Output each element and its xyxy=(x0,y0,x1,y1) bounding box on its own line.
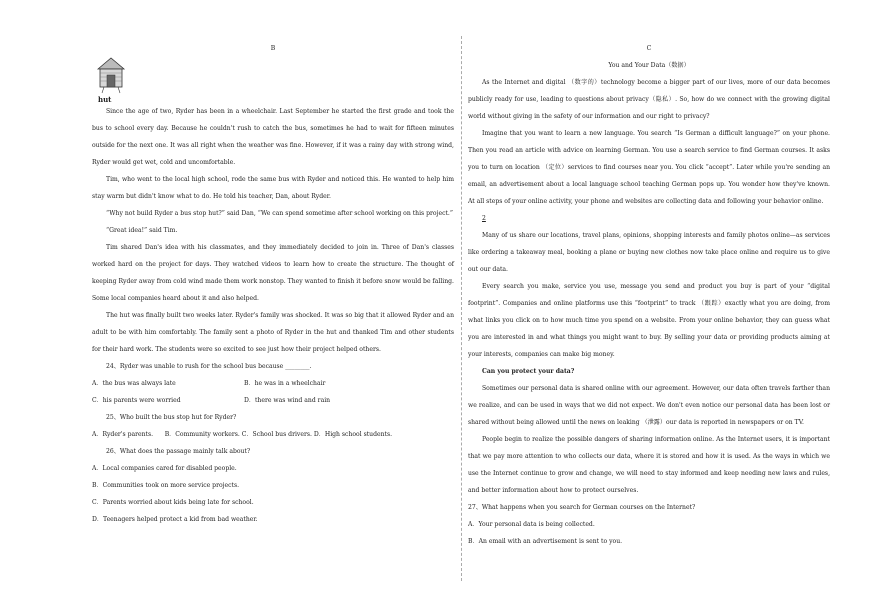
question-27-stem: 27、What happens when you search for German courses on the Internet? xyxy=(468,504,696,511)
left-column xyxy=(92,40,454,528)
paragraph-c1: As the Internet and digital （数字的）technology become a bigger part of our lives, more of our data becomes publicly ready for use, leading to questions about privacy（隐私）. So, how do we connect with the growing digital world without giving in the safety of our information and our right to privacy? xyxy=(468,79,830,120)
subheading-protect-data: Can you protect your data? xyxy=(482,368,575,375)
paragraph-c3: Many of us share our locations, travel plans, opinions, shopping interests and family photos online—as services like ordering a takeaway meal, booking a plane or buying new clothes now take place online and require us to give out our data. xyxy=(468,232,830,273)
section-b-heading: B xyxy=(270,45,276,52)
option-27b: B．An email with an advertisement is sent to you. xyxy=(468,538,623,545)
option-26a: A．Local companies cared for disabled people. xyxy=(92,465,237,472)
question-24-stem: 24、Ryder was unable to rush for the school bus because ________. xyxy=(106,363,312,370)
article-title: You and Your Data（数据） xyxy=(608,62,690,69)
option-24d: D．there was wind and rain xyxy=(244,397,331,404)
paragraph-b6: The hut was finally built two weeks later. Ryder's family was shocked. It was so big that it allowed Ryder and an adult to be with him comfortably. The family sent a photo of Ryder in the hut and thanked Tim and other students for their hard work. The students were so excited to see just how their project helped others. xyxy=(92,312,454,353)
option-26d: D．Teenagers helped protect a kid from bad weather. xyxy=(92,516,258,523)
option-26c: C．Parents worried about kids being late for school. xyxy=(92,499,254,506)
blank-number: 2 xyxy=(482,215,486,222)
question-24-row1 xyxy=(92,375,454,392)
question-25-stem: 25、Who built the bus stop hut for Ryder? xyxy=(106,414,237,421)
section-c-heading: C xyxy=(646,45,652,52)
option-24b: B．he was in a wheelchair xyxy=(244,380,326,387)
option-27a: A．Your personal data is being collected. xyxy=(468,521,595,528)
question-25-options: A．Ryder's parents. B．Community workers. C．School bus drivers. D．High school students. xyxy=(92,431,393,438)
paragraph-b3: “Why not build Ryder a bus stop hut?” said Dan, “We can spend sometime after school working on this project.” xyxy=(106,210,453,217)
paragraph-c2: Imagine that you want to learn a new language. You search “Is German a difficult language?” on your phone. Then you read an article with advice on learning German. You use a search service to find German courses. It asks you to turn on location （定位）services to find courses near you. You click “accept”. Later while you're sending an email, an advertisement about a local language school teaching German pops up. You wonder how they've known. At all steps of your online activity, your phone and websites are collecting data and following your behavior online. xyxy=(468,130,830,205)
hut-illustration xyxy=(92,57,454,103)
question-26-stem: 26、What does the passage mainly talk about? xyxy=(106,448,251,455)
paragraph-b4: “Great idea!” said Tim. xyxy=(106,227,178,234)
option-24c: C．his parents were worried xyxy=(92,397,181,404)
paragraph-b2: Tim, who went to the local high school, rode the same bus with Ryder and noticed this. He wanted to help him stay warm but didn't know what to do. He told his teacher, Dan, about Ryder. xyxy=(92,176,454,200)
paragraph-c4: Every search you make, service you use, message you send and product you buy is part of your “digital footprint”. Companies and online platforms use this “footprint” to track （跟踪）exactly what you are doing, from what links you click on to how much time you spend on a website. From your online behavior, they can guess what you are interested in and what things you might want to buy. By selling your data or providing products aiming at your interests, companies can make big money. xyxy=(468,283,830,358)
hut-label: hut xyxy=(98,95,112,104)
paragraph-b1: Since the age of two, Ryder has been in a wheelchair. Last September he started the first grade and took the bus to school every day. Because he couldn't rush to catch the bus, sometimes he had to wait for fifteen minutes outside for the next one. It was all right when the weather was fine. However, if it was a rainy day with strong wind, Ryder would get wet, cold and uncomfortable. xyxy=(92,108,454,166)
paragraph-c5: Sometimes our personal data is shared online with our agreement. However, our data often travels farther than we realize, and can be used in ways that we did not expect. We don't even notice our personal data has been lost or shared without being allowed until the news on leaking （泄露）our data is reported in newspapers or on TV. xyxy=(468,385,830,426)
option-26b: B．Communities took on more service projects. xyxy=(92,482,240,489)
right-column xyxy=(468,40,830,550)
column-divider xyxy=(461,36,462,581)
option-24a: A．the bus was always late xyxy=(92,380,176,387)
paragraph-c6: People begin to realize the possible dangers of sharing information online. As the Internet users, it is important that we pay more attention to who collects our data, where it is stored and how it is used. As the ways in which we use the Internet continue to grow and change, we will need to stay informed and keep needing new laws and rules, and better information about how to protect ourselves. xyxy=(468,436,830,494)
paragraph-b5: Tim shared Dan's idea with his classmates, and they immediately decided to join in. Three of Dan's classes worked hard on the project for days. They watched videos to learn how to create the structure. The thought of keeping Ryder away from cold wind made them work nonstop. They wanted to finish it before snow would be falling. Some local companies heard about it and also helped. xyxy=(92,244,454,302)
question-24-row2 xyxy=(92,392,454,409)
hut-icon xyxy=(96,55,126,95)
